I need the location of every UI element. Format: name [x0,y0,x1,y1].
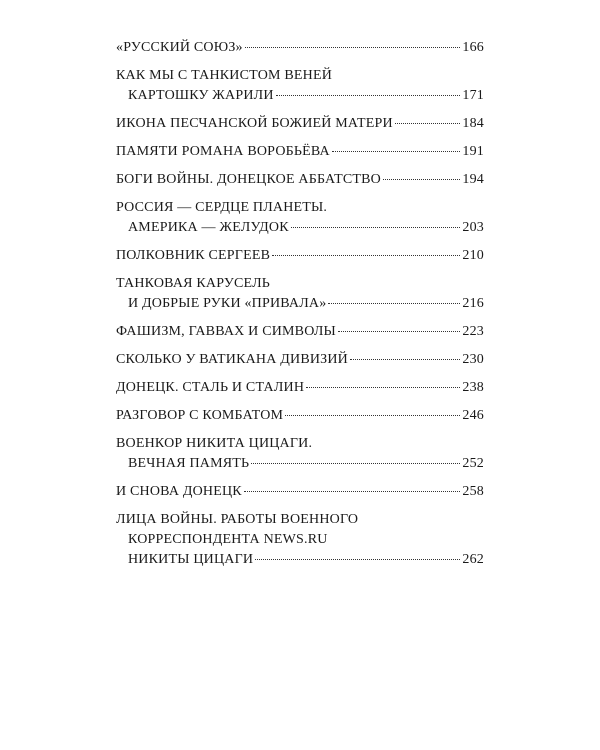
dot-leader [395,123,461,124]
toc-entry-line [116,510,484,530]
toc-entry-title: РОССИЯ — СЕРДЦЕ ПЛАНЕТЫ. [116,200,328,215]
dot-leader [285,415,460,416]
toc-entry-line [116,274,484,294]
toc-entry [116,170,484,190]
toc-entry-title: КАК МЫ С ТАНКИСТОМ ВЕНЕЙ [116,68,333,83]
toc-entry-line-final [116,114,484,134]
dot-leader [291,227,461,228]
dot-leader [272,255,460,256]
toc-entry-line-final [116,142,484,162]
toc-entry-line-final [116,38,484,58]
toc-entry-title: ЛИЦА ВОЙНЫ. РАБОТЫ ВОЕННОГО [116,512,359,527]
toc-page-number: 191 [462,144,484,159]
toc-page-number: 194 [462,172,484,187]
toc-page-number: 210 [462,248,484,263]
dot-leader [276,95,461,96]
toc-entry [116,378,484,398]
toc-entry [116,434,484,474]
toc-entry-line-final [116,454,484,474]
toc-entry-title: ДОНЕЦК. СТАЛЬ И СТАЛИН [116,380,305,395]
toc-entry-title: КАРТОШКУ ЖАРИЛИ [128,88,274,103]
toc-page-number: 252 [462,456,484,471]
dot-leader [251,463,460,464]
toc-entry-title: ВЕЧНАЯ ПАМЯТЬ [128,456,250,471]
toc-entry-title: ТАНКОВАЯ КАРУСЕЛЬ [116,276,271,291]
dot-leader [244,491,461,492]
toc-entry-line-final [116,406,484,426]
toc-entry-line-final [116,322,484,342]
table-of-contents [116,38,484,578]
toc-entry [116,38,484,58]
toc-entry-title: ПАМЯТИ РОМАНА ВОРОБЬЁВА [116,144,330,159]
toc-entry-line [116,434,484,454]
toc-entry [116,66,484,106]
dot-leader [328,303,460,304]
toc-entry-title: КОРРЕСПОНДЕНТА NEWS.RU [128,532,328,547]
toc-page-number: 216 [462,296,484,311]
dot-leader [306,387,460,388]
toc-page-number: 230 [462,352,484,367]
toc-page-number: 258 [462,484,484,499]
toc-entry-line [116,530,484,550]
toc-page-number: 238 [462,380,484,395]
toc-page-number: 223 [462,324,484,339]
toc-page-number: 246 [462,408,484,423]
toc-entry-line-final [116,86,484,106]
toc-entry-title: ВОЕНКОР НИКИТА ЦИЦАГИ. [116,436,313,451]
toc-entry-title: ФАШИЗМ, ГАВВАХ И СИМВОЛЫ [116,324,336,339]
toc-entry [116,322,484,342]
toc-entry [116,274,484,314]
toc-entry [116,142,484,162]
toc-entry-title: ИКОНА ПЕСЧАНСКОЙ БОЖИЕЙ МАТЕРИ [116,116,393,131]
dot-leader [350,359,460,360]
toc-entry-title: НИКИТЫ ЦИЦАГИ [128,552,254,567]
toc-entry-line [116,66,484,86]
toc-entry-title: РАЗГОВОР С КОМБАТОМ [116,408,284,423]
toc-entry-line-final [116,550,484,570]
toc-entry [116,406,484,426]
toc-entry [116,482,484,502]
toc-entry [116,114,484,134]
toc-entry [116,198,484,238]
toc-page-number: 262 [462,552,484,567]
dot-leader [338,331,460,332]
dot-leader [383,179,460,180]
toc-page-number: 171 [462,88,484,103]
toc-entry-title: ПОЛКОВНИК СЕРГЕЕВ [116,248,271,263]
toc-entry [116,350,484,370]
toc-entry-line-final [116,378,484,398]
toc-entry-line-final [116,294,484,314]
toc-entry [116,510,484,570]
dot-leader [332,151,461,152]
toc-entry-title: СКОЛЬКО У ВАТИКАНА ДИВИЗИЙ [116,352,348,367]
toc-entry-line-final [116,350,484,370]
toc-entry-title: БОГИ ВОЙНЫ. ДОНЕЦКОЕ АББАТСТВО [116,172,381,187]
toc-entry-line-final [116,218,484,238]
toc-page-number: 184 [462,116,484,131]
toc-page-number: 203 [462,220,484,235]
toc-entry-line-final [116,170,484,190]
toc-entry [116,246,484,266]
dot-leader [255,559,460,560]
toc-page-number: 166 [462,40,484,55]
toc-entry-line [116,198,484,218]
toc-entry-title: И ДОБРЫЕ РУКИ «ПРИВАЛА» [128,296,327,311]
toc-entry-title: АМЕРИКА — ЖЕЛУДОК [128,220,289,235]
toc-entry-line-final [116,482,484,502]
toc-entry-title: И СНОВА ДОНЕЦК [116,484,242,499]
toc-entry-line-final [116,246,484,266]
toc-entry-title: «РУССКИЙ СОЮЗ» [116,40,243,55]
dot-leader [245,47,461,48]
